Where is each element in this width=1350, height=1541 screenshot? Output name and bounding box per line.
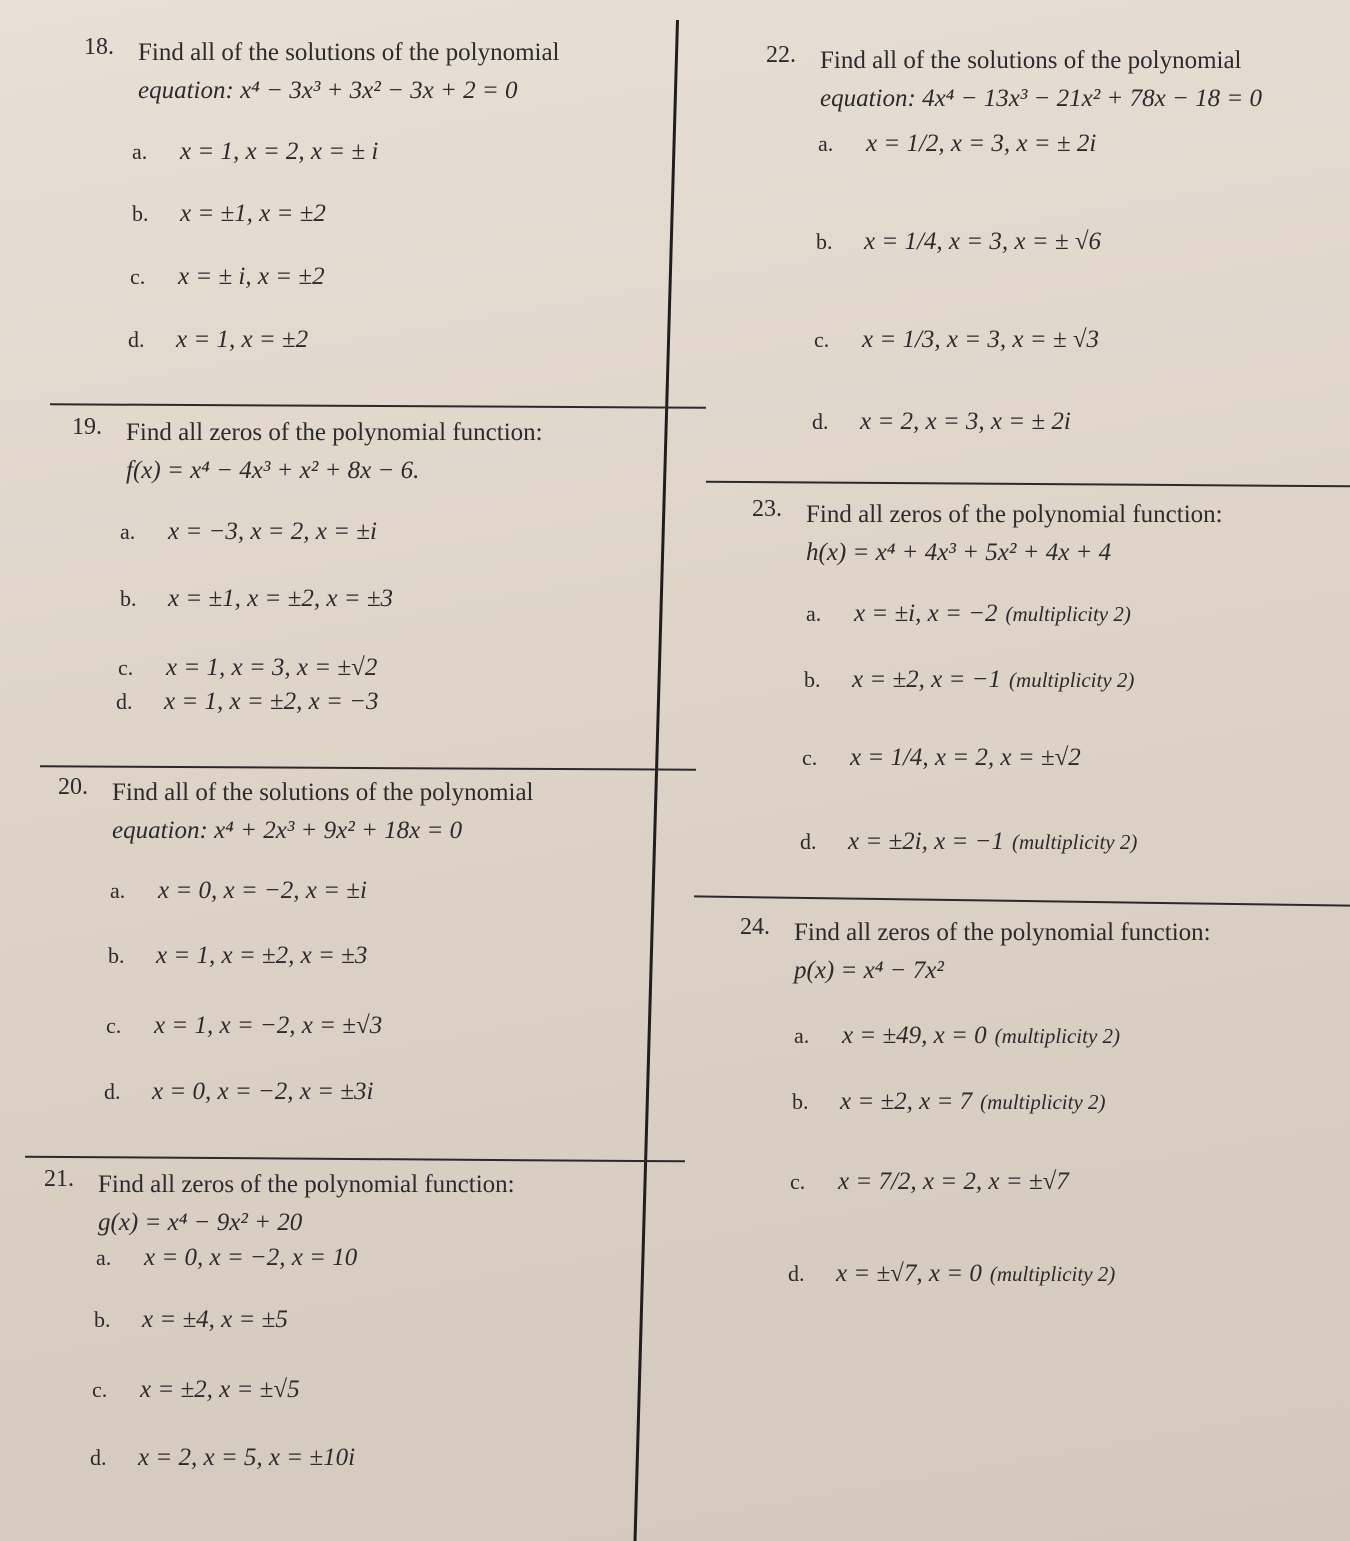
option-letter: c. [118,655,134,680]
option-text: x = ±2, x = −1 [852,666,1002,693]
option-letter: d. [116,689,133,714]
option-letter: c. [802,745,818,770]
multiplicity-note: (multiplicity 2) [994,1024,1121,1048]
option-d[interactable] [104,1078,373,1106]
option-text: x = 1, x = ±2, x = −3 [164,688,379,715]
option-letter: a. [110,878,126,903]
question-prompt: Find all of the solutions of the polynomial [820,47,1242,74]
option-b[interactable] [120,585,393,613]
option-c[interactable] [130,263,325,291]
question-number: 24. [740,914,770,940]
option-text: x = 1/3, x = 3, x = ± √3 [862,326,1100,353]
option-letter: b. [94,1307,111,1332]
option-a[interactable] [120,518,377,546]
question-number: 22. [766,42,796,68]
option-text: x = 1, x = −2, x = ±√3 [154,1012,383,1039]
question-number: 20. [58,774,88,800]
option-text: x = 0, x = −2, x = ±i [158,877,367,904]
option-letter: d. [104,1079,121,1104]
option-letter: b. [792,1089,809,1114]
question-text [794,914,1211,990]
multiplicity-note: (multiplicity 2) [980,1090,1106,1114]
question-number: 18. [84,34,114,60]
option-text: x = 1/4, x = 2, x = ±√2 [850,744,1081,771]
option-c[interactable] [802,744,1081,772]
option-c[interactable] [92,1376,300,1404]
option-text: x = 2, x = 3, x = ± 2i [860,408,1071,435]
option-c[interactable] [814,326,1099,354]
option-b[interactable] [108,942,367,970]
question-text [98,1166,515,1242]
section-divider [706,481,1350,487]
option-letter: a. [806,601,822,626]
question-prompt: Find all of the solutions of the polynomial [138,39,560,66]
question-equation: g(x) = x⁴ − 9x² + 20 [98,1209,303,1236]
option-b[interactable] [94,1306,288,1334]
option-b[interactable] [132,200,326,228]
option-text: x = ±1, x = ±2, x = ±3 [168,585,394,612]
option-letter: a. [132,139,148,164]
question-prompt: Find all zeros of the polynomial function: [806,501,1223,528]
option-c[interactable] [790,1168,1069,1196]
question-text [126,414,543,490]
question-number: 23. [752,496,782,522]
multiplicity-note: (multiplicity 2) [989,1262,1116,1286]
option-letter: c. [130,264,146,289]
option-text: x = 1, x = ±2, x = ±3 [156,942,368,969]
question-equation: f(x) = x⁴ − 4x³ + x² + 8x − 6. [126,457,420,484]
option-text: x = 0, x = −2, x = ±3i [152,1078,374,1105]
question-equation: equation: 4x⁴ − 13x³ − 21x² + 78x − 18 = 0 [820,85,1262,112]
option-b[interactable] [792,1088,1106,1116]
question-text [112,774,534,850]
option-a[interactable] [794,1022,1120,1050]
option-letter: d. [812,409,829,434]
option-letter: c. [790,1169,806,1194]
option-d[interactable] [90,1444,355,1472]
multiplicity-note: (multiplicity 2) [1005,602,1131,626]
option-letter: b. [120,586,137,611]
option-a[interactable] [132,138,378,166]
option-letter: a. [96,1245,112,1270]
question-text [806,496,1223,572]
option-text: x = ± i, x = ±2 [178,263,325,290]
option-letter: d. [128,327,145,352]
question-prompt: Find all zeros of the polynomial function: [126,419,543,446]
section-divider [25,1156,685,1163]
option-letter: b. [816,229,833,254]
question-text [138,34,560,110]
option-text: x = 1, x = 3, x = ±√2 [166,654,378,681]
question-equation: p(x) = x⁴ − 7x² [794,957,944,984]
question-prompt: Find all zeros of the polynomial function: [794,919,1211,946]
section-divider [694,895,1350,906]
option-text: x = −3, x = 2, x = ±i [168,518,377,545]
option-a[interactable] [818,130,1096,158]
option-text: x = 0, x = −2, x = 10 [144,1244,358,1271]
option-text: x = ±2, x = 7 [840,1088,973,1115]
option-letter: c. [106,1013,122,1038]
multiplicity-note: (multiplicity 2) [1011,830,1138,854]
option-text: x = ±49, x = 0 [842,1022,987,1049]
question-text [820,42,1262,118]
option-letter: b. [132,201,149,226]
option-a[interactable] [806,600,1131,628]
section-divider [40,765,696,770]
option-letter: c. [814,327,830,352]
section-divider [50,403,706,408]
option-text: x = ±i, x = −2 [854,600,998,627]
question-equation: equation: x⁴ − 3x³ + 3x² − 3x + 2 = 0 [138,77,518,104]
option-a[interactable] [110,877,367,905]
option-text: x = 1/2, x = 3, x = ± 2i [866,130,1097,157]
option-b[interactable] [816,228,1101,256]
column-divider [634,20,679,1541]
option-d[interactable] [116,688,379,716]
option-c[interactable] [118,654,377,682]
option-d[interactable] [800,828,1137,856]
option-letter: b. [108,943,125,968]
question-number: 21. [44,1166,74,1192]
option-text: x = 2, x = 5, x = ±10i [138,1444,356,1471]
option-text: x = ±√7, x = 0 [836,1260,982,1287]
option-text: x = ±1, x = ±2 [180,200,326,227]
multiplicity-note: (multiplicity 2) [1009,668,1135,692]
option-b[interactable] [804,666,1134,694]
option-d[interactable] [788,1260,1115,1288]
question-prompt: Find all zeros of the polynomial function: [98,1171,515,1198]
option-text: x = 1/4, x = 3, x = ± √6 [864,228,1102,255]
option-text: x = ±2i, x = −1 [848,828,1004,855]
option-text: x = ±2, x = ±√5 [140,1376,300,1403]
option-letter: a. [794,1023,810,1048]
option-text: x = 1, x = ±2 [176,326,309,353]
question-prompt: Find all of the solutions of the polynomial [112,779,534,806]
option-letter: a. [818,131,834,156]
option-letter: d. [90,1445,107,1470]
option-text: x = ±4, x = ±5 [142,1306,288,1333]
option-text: x = 7/2, x = 2, x = ±√7 [838,1168,1069,1195]
option-d[interactable] [128,326,308,354]
question-number: 19. [72,414,102,440]
option-letter: c. [92,1377,108,1402]
option-a[interactable] [96,1244,357,1272]
option-letter: d. [800,829,817,854]
option-letter: a. [120,519,136,544]
option-c[interactable] [106,1012,382,1040]
option-d[interactable] [812,408,1071,436]
question-equation: equation: x⁴ + 2x³ + 9x² + 18x = 0 [112,817,463,844]
option-letter: b. [804,667,821,692]
option-letter: d. [788,1261,805,1286]
question-equation: h(x) = x⁴ + 4x³ + 5x² + 4x + 4 [806,539,1112,566]
option-text: x = 1, x = 2, x = ± i [180,138,379,165]
